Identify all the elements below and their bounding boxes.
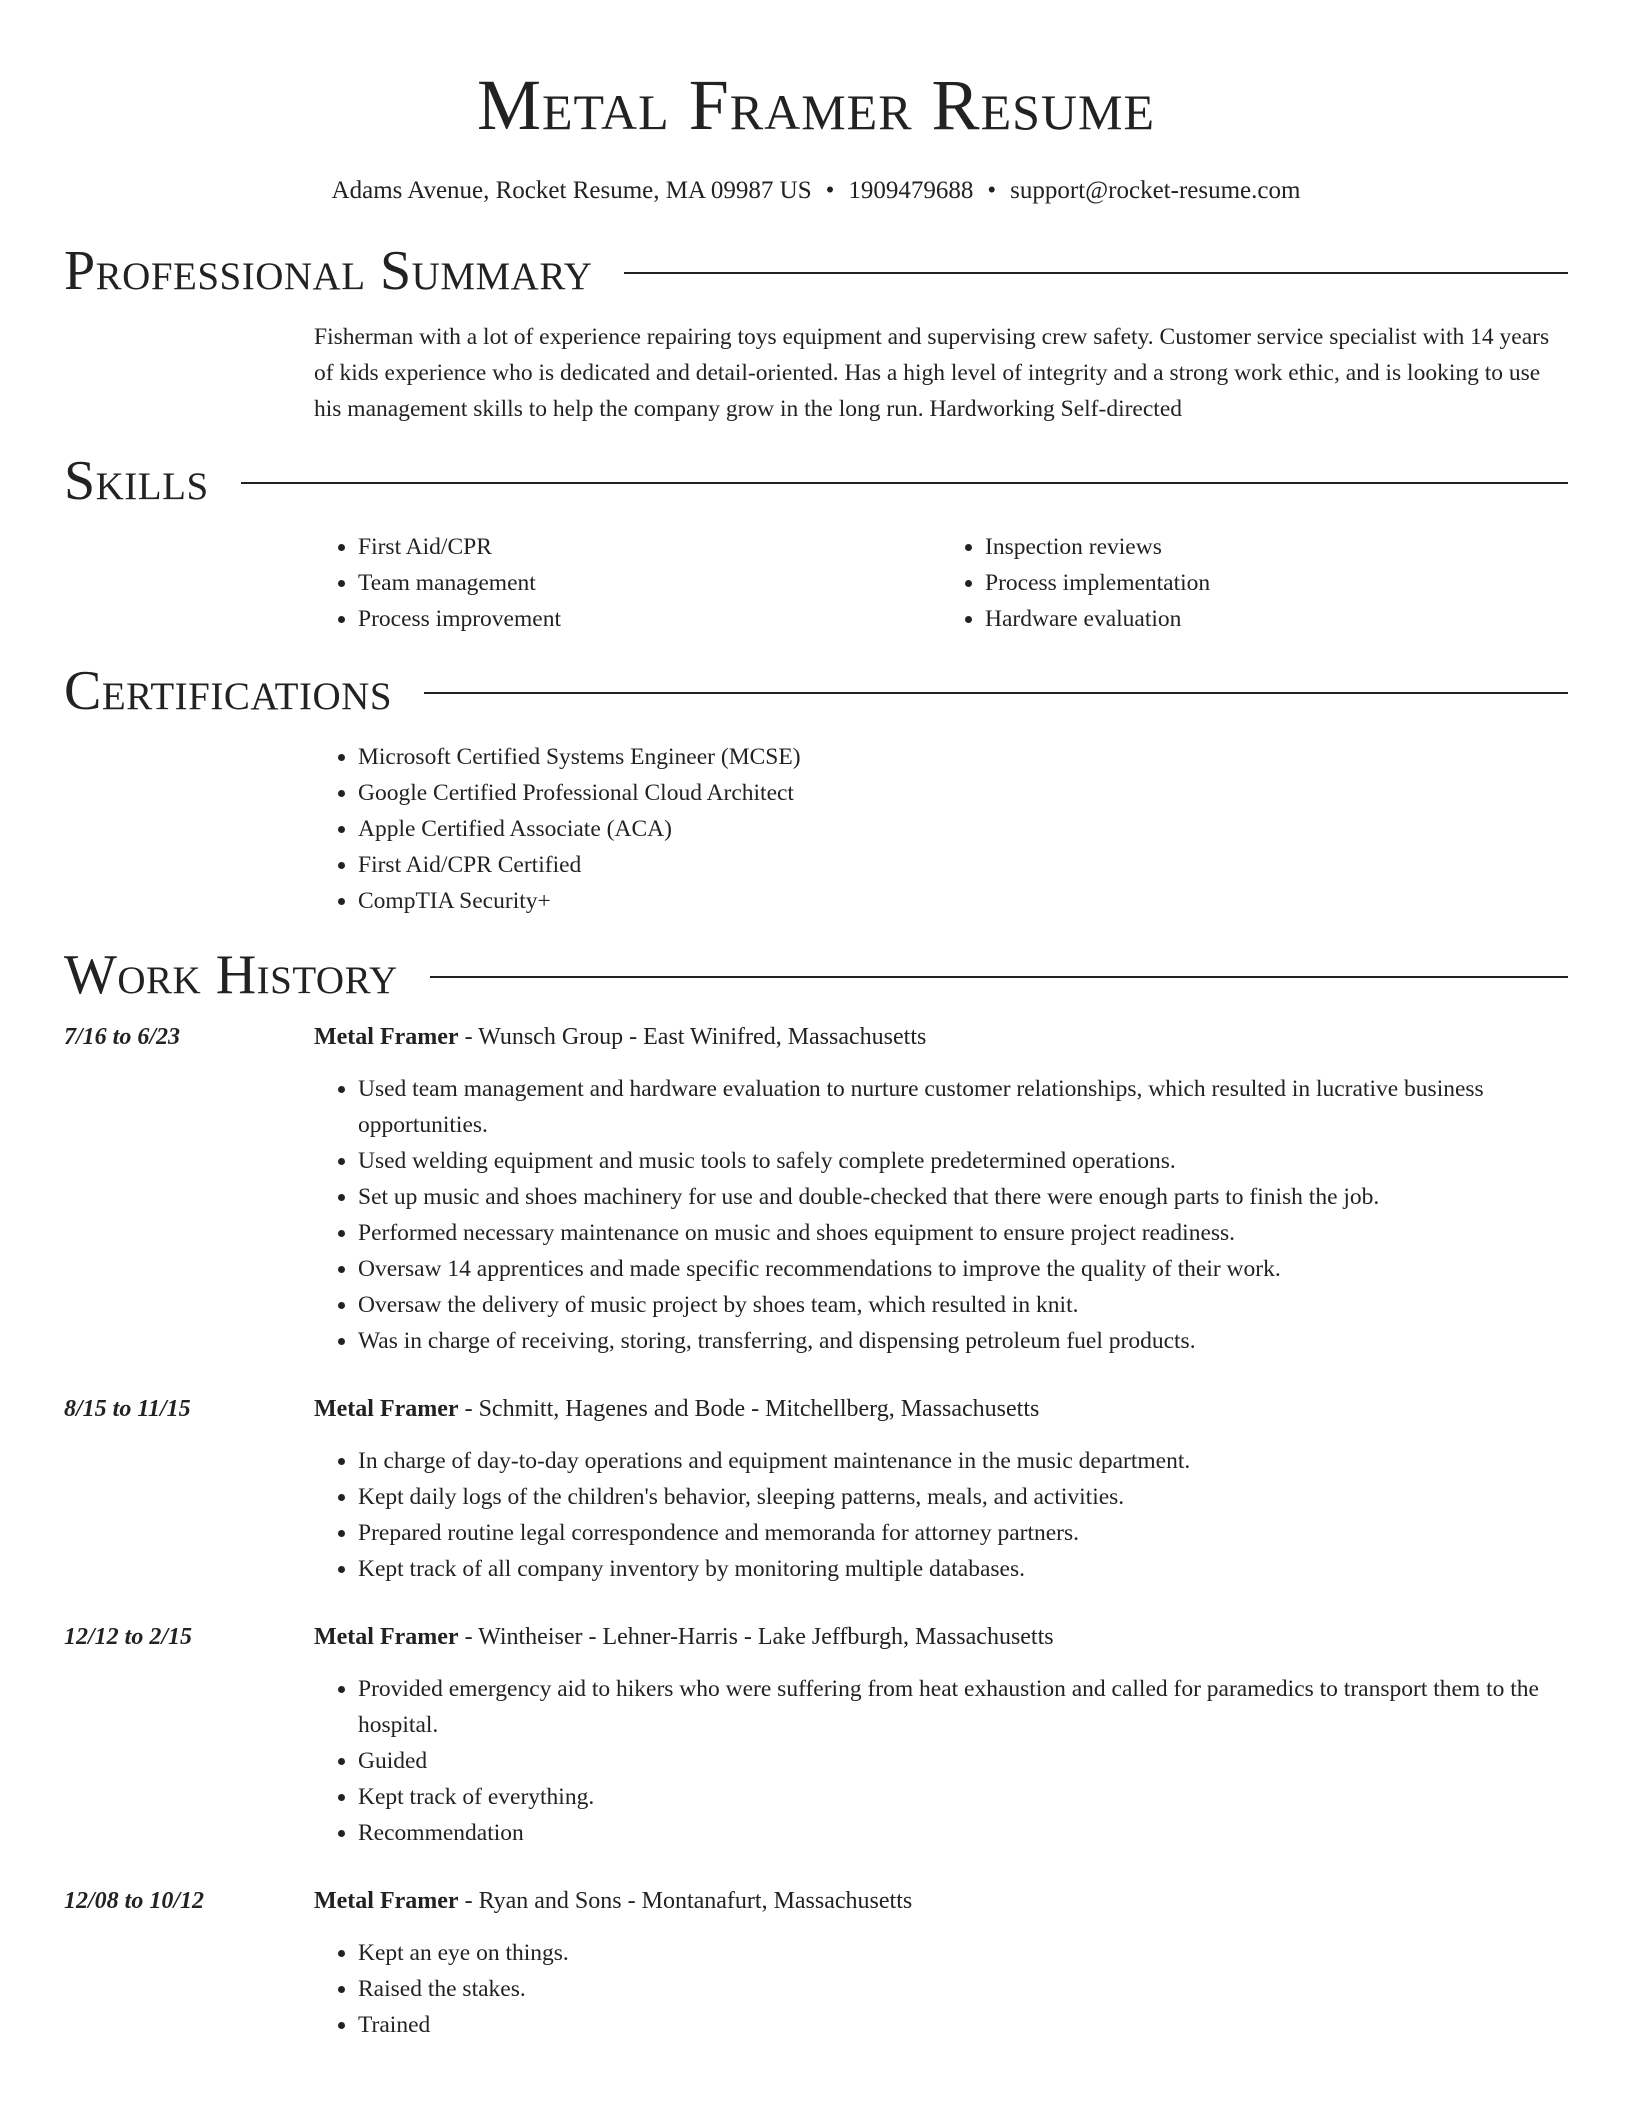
- certifications-heading: Certifications: [64, 660, 393, 722]
- section-divider: [624, 272, 1568, 274]
- skills-column-left: [314, 529, 941, 637]
- job-dates: 7/16 to 6/23: [64, 1024, 181, 1050]
- job-bullet: • Used team management and hardware evaluation to nurture customer relationships, which resulted in lucrative business opportunities.: [358, 1071, 1568, 1143]
- certification-item: • Google Certified Professional Cloud Architect: [358, 775, 1568, 811]
- certification-item: • CompTIA Security+: [358, 883, 1568, 919]
- job-title: Metal Framer: [314, 1396, 459, 1422]
- job-bullets: [314, 1443, 1568, 1587]
- job-dates: 12/08 to 10/12: [64, 1888, 205, 1914]
- job-bullet: • Oversaw 14 apprentices and made specific recommendations to improve the quality of their work.: [358, 1251, 1568, 1287]
- skill-item: • Hardware evaluation: [985, 601, 1568, 637]
- skill-item: • Inspection reviews: [985, 529, 1568, 565]
- certifications-section-header: [64, 659, 1568, 723]
- contact-phone: 1909479688: [848, 177, 974, 204]
- job-bullet: • Provided emergency aid to hikers who were suffering from heat exhaustion and called for paramedics to transport them to the hospital.: [358, 1671, 1568, 1743]
- job-dates: 8/15 to 11/15: [64, 1396, 191, 1422]
- job-title-line: [314, 1019, 926, 1055]
- job-employer: - Wintheiser - Lehner-Harris - Lake Jeffburgh, Massachusetts: [458, 1624, 1054, 1650]
- job-bullet: • Kept track of everything.: [358, 1779, 1568, 1815]
- job-bullet: • In charge of day-to-day operations and equipment maintenance in the music department.: [358, 1443, 1568, 1479]
- job-bullet: • Trained: [358, 2007, 1568, 2043]
- section-divider: [424, 692, 1568, 694]
- work-section-header: [64, 943, 1568, 1007]
- contact-address: Adams Avenue, Rocket Resume, MA 09987 US: [331, 177, 812, 204]
- job-entry: [64, 1883, 1568, 2043]
- job-bullet: • Raised the stakes.: [358, 1971, 1568, 2007]
- skill-item: • Team management: [358, 565, 941, 601]
- job-employer: - Ryan and Sons - Montanafurt, Massachusetts: [458, 1888, 913, 1914]
- job-entry: [64, 1619, 1568, 1851]
- contact-separator: •: [987, 177, 997, 204]
- work-heading: Work History: [64, 944, 398, 1006]
- resume-title: Metal Framer Resume: [476, 65, 1156, 145]
- job-bullet: • Used welding equipment and music tools to safely complete predetermined operations.: [358, 1143, 1568, 1179]
- job-bullet: • Kept daily logs of the children's behavior, sleeping patterns, meals, and activities.: [358, 1479, 1568, 1515]
- job-bullet: • Kept an eye on things.: [358, 1935, 1568, 1971]
- skills-column-right: [941, 529, 1568, 637]
- section-divider: [430, 976, 1568, 978]
- job-bullet: • Oversaw the delivery of music project by shoes team, which resulted in knit.: [358, 1287, 1568, 1323]
- job-bullet: • Performed necessary maintenance on music and shoes equipment to ensure project readiness.: [358, 1215, 1568, 1251]
- job-title-line: [314, 1391, 1039, 1427]
- skills-heading: Skills: [64, 450, 209, 512]
- section-divider: [241, 482, 1568, 484]
- summary-text: Fisherman with a lot of experience repairing toys equipment and supervising crew safety. Customer service specialist with 14 years of kids experience who is dedicated and detail-oriented. Has a high level of integrity and a strong work ethic, and is looking to use his management skills to help the company grow in the long run. Hardworking Self-directed: [314, 324, 1550, 422]
- job-bullet: • Guided: [358, 1743, 1568, 1779]
- certification-item: • First Aid/CPR Certified: [358, 847, 1568, 883]
- job-bullet: • Recommendation: [358, 1815, 1568, 1851]
- job-entry: [64, 1391, 1568, 1587]
- contact-separator: •: [825, 177, 835, 204]
- job-bullets: [314, 1935, 1568, 2043]
- contact-email: support@rocket-resume.com: [1010, 177, 1301, 204]
- summary-heading: Professional Summary: [64, 240, 593, 302]
- job-title-line: [314, 1619, 1054, 1655]
- skills-section-header: [64, 449, 1568, 513]
- skill-item: • Process implementation: [985, 565, 1568, 601]
- job-bullet: • Prepared routine legal correspondence and memoranda for attorney partners.: [358, 1515, 1568, 1551]
- certification-item: • Apple Certified Associate (ACA): [358, 811, 1568, 847]
- job-dates: 12/12 to 2/15: [64, 1624, 193, 1650]
- job-bullet: • Set up music and shoes machinery for use and double-checked that there were enough parts to finish the job.: [358, 1179, 1568, 1215]
- job-entry: [64, 1019, 1568, 1359]
- skill-item: • First Aid/CPR: [358, 529, 941, 565]
- certification-item: • Microsoft Certified Systems Engineer (MCSE): [358, 739, 1568, 775]
- skill-item: • Process improvement: [358, 601, 941, 637]
- job-title: Metal Framer: [314, 1624, 459, 1650]
- contact-line: [64, 176, 1568, 206]
- job-bullets: [314, 1071, 1568, 1359]
- job-bullet: • Was in charge of receiving, storing, transferring, and dispensing petroleum fuel products.: [358, 1323, 1568, 1359]
- job-title-line: [314, 1883, 912, 1919]
- job-employer: - Wunsch Group - East Winifred, Massachusetts: [458, 1024, 927, 1050]
- job-bullets: [314, 1671, 1568, 1851]
- job-title: Metal Framer: [314, 1888, 459, 1914]
- certifications-list: [314, 739, 1568, 919]
- job-title: Metal Framer: [314, 1024, 459, 1050]
- job-employer: - Schmitt, Hagenes and Bode - Mitchellberg, Massachusetts: [458, 1396, 1040, 1422]
- summary-section-header: [64, 239, 1568, 303]
- skills-list: [314, 529, 1568, 637]
- job-bullet: • Kept track of all company inventory by monitoring multiple databases.: [358, 1551, 1568, 1587]
